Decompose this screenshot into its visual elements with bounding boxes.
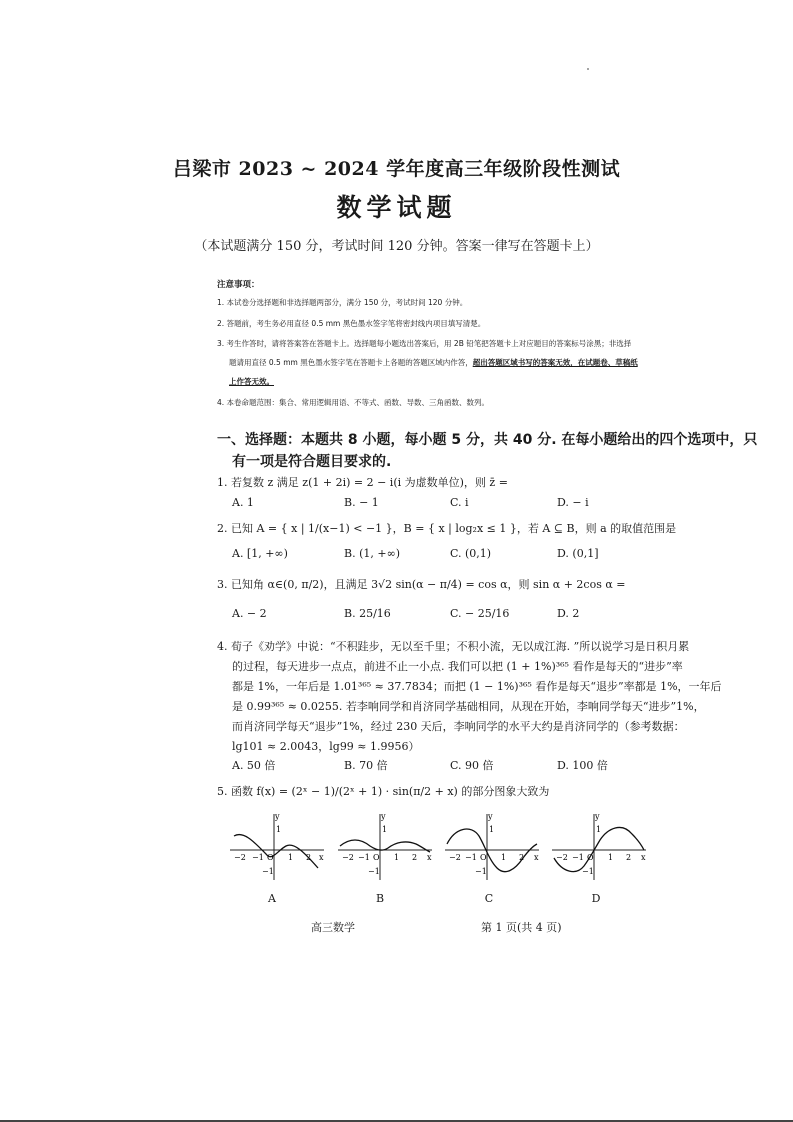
y-label: y [275, 812, 280, 821]
tick-x-1: 1 [501, 853, 507, 862]
tick-x-m2: −2 [449, 853, 461, 862]
tick-x-1: 1 [608, 853, 614, 862]
q3-option-b: B. 25/16 [344, 607, 391, 620]
note-2: 2. 答题前，考生务必用直径 0.5 mm 黑色墨水签字笔将密封线内项目填写清楚。 [217, 319, 486, 328]
section-heading-cont: 有一项是符合题目要求的. [232, 454, 392, 470]
note-3a: 3. 考生作答时，请将答案答在答题卡上。选择题每小题选出答案后，用 2B 铅笔把答题卡上对应题目的答案标号涂黑；非选择 [217, 339, 632, 348]
note-1: 1. 本试卷分选择题和非选择题两部分，满分 150 分，考试时间 120 分钟。 [217, 298, 468, 307]
tick-x-m1: −1 [465, 853, 477, 862]
tick-x-2: 2 [412, 853, 418, 862]
q1-option-c: C. i [450, 496, 469, 509]
exam-subject-title: 数学试题 [336, 193, 457, 222]
tick-x-1: 1 [394, 853, 400, 862]
section-heading: 一、选择题：本题共 8 小题，每小题 5 分，共 40 分. 在每小题给出的四个选项中，只 [217, 432, 758, 448]
tick-x-m2: −2 [342, 853, 354, 862]
footer-page-number: 第 1 页(共 4 页) [481, 921, 562, 934]
notes-heading: 注意事项： [217, 280, 260, 290]
q3-option-c: C. − 25/16 [450, 607, 510, 620]
q3-option-a: A. − 2 [232, 607, 267, 620]
curve-a [234, 835, 318, 868]
graph-d-svg [550, 810, 650, 882]
graph-c-svg [443, 810, 543, 882]
note-3c: 上作答无效。 [229, 377, 274, 386]
scan-speck [587, 68, 589, 70]
graph-d-label: D [591, 892, 601, 905]
note-3b-plain: 题请用直径 0.5 mm 黑色墨水签字笔在答题卡上各题的答题区域内作答， [229, 358, 473, 367]
q4-option-a: A. 50 倍 [232, 759, 276, 772]
tick-x-o: O [267, 853, 274, 862]
tick-y-pos: 1 [489, 825, 495, 834]
tick-y-neg: −1 [582, 867, 594, 876]
graph-c-label: C [484, 892, 494, 905]
graph-option-b [336, 810, 436, 905]
tick-x-m1: −1 [358, 853, 370, 862]
tick-x-m2: −2 [234, 853, 246, 862]
q4-option-c: C. 90 倍 [450, 759, 494, 772]
tick-y-neg: −1 [475, 867, 487, 876]
tick-x-o: O [480, 853, 487, 862]
tick-y-pos: 1 [276, 825, 282, 834]
x-label: x [427, 853, 432, 862]
question-5-stem: 5. 函数 f(x) = (2ˣ − 1)/(2ˣ + 1) · sin(π/2 + x) 的部分图象大致为 [217, 785, 550, 798]
graph-a-label: A [268, 892, 276, 905]
question-4-line-4: 是 0.99³⁶⁵ ≈ 0.0255. 若李响同学和肖济同学基础相同，从现在开始，李响同学每天“进步”1%， [232, 700, 705, 713]
q4-option-d: D. 100 倍 [557, 759, 608, 772]
graph-b-svg [336, 810, 436, 882]
question-4-line-1: 4. 荀子《劝学》中说：“不积跬步，无以至千里；不积小流，无以成江海. ”所以说学习是日积月累 [217, 640, 690, 653]
tick-y-neg: −1 [368, 867, 380, 876]
graph-option-d [550, 810, 650, 905]
question-4-line-3: 都是 1%，一年后是 1.01³⁶⁵ ≈ 37.7834；而把 (1 − 1%)³⁶⁵ 看作是每天“退步”率都是 1%，一年后 [232, 680, 722, 693]
footer-subject: 高三数学 [311, 921, 355, 934]
exam-instructions: （本试题满分 150 分，考试时间 120 分钟。答案一律写在答题卡上） [194, 239, 599, 254]
note-3b-underlined: 超出答题区域书写的答案无效，在试题卷、草稿纸 [472, 358, 638, 367]
question-4-line-2: 的过程，每天进步一点点，前进不止一小点. 我们可以把 (1 + 1%)³⁶⁵ 看作是每天的“进步”率 [232, 660, 683, 673]
tick-y-pos: 1 [596, 825, 602, 834]
tick-x-o: O [373, 853, 380, 862]
q1-option-a: A. 1 [232, 496, 254, 509]
q2-option-a: A. [1, +∞) [232, 547, 288, 560]
y-label: y [595, 812, 600, 821]
tick-x-2: 2 [626, 853, 632, 862]
y-label: y [381, 812, 386, 821]
question-1-stem: 1. 若复数 z 满足 z(1 + 2i) = 2 − i(i 为虚数单位)，则 z̄ = [217, 476, 508, 489]
tick-x-1: 1 [288, 853, 294, 862]
tick-x-2: 2 [306, 853, 312, 862]
q2-option-c: C. (0,1) [450, 547, 492, 560]
q2-option-d: D. (0,1] [557, 547, 599, 560]
x-label: x [319, 853, 324, 862]
tick-y-pos: 1 [382, 825, 388, 834]
tick-x-m2: −2 [556, 853, 568, 862]
y-label: y [488, 812, 493, 821]
graph-option-a [228, 810, 328, 905]
x-label: x [534, 853, 539, 862]
question-4-line-6: lg101 ≈ 2.0043，lg99 ≈ 1.9956） [232, 740, 420, 753]
q4-option-b: B. 70 倍 [344, 759, 388, 772]
note-3b [229, 357, 638, 368]
exam-title: 吕梁市 2023 ~ 2024 学年度高三年级阶段性测试 [172, 158, 621, 180]
question-2-stem: 2. 已知 A = { x | 1/(x−1) < −1 }，B = { x | log₂x ≤ 1 }，若 A ⊆ B，则 a 的取值范围是 [217, 522, 677, 535]
x-label: x [641, 853, 646, 862]
tick-x-m1: −1 [252, 853, 264, 862]
tick-x-m1: −1 [572, 853, 584, 862]
q1-option-b: B. − 1 [344, 496, 379, 509]
tick-x-o: O [587, 853, 594, 862]
question-4-line-5: 而肖济同学每天“退步”1%，经过 230 天后，李响同学的水平大约是肖济同学的（参考数据： [232, 720, 685, 733]
graph-b-label: B [375, 892, 385, 905]
q1-option-d: D. − i [557, 496, 589, 509]
q2-option-b: B. (1, +∞) [344, 547, 401, 560]
question-3-stem: 3. 已知角 α∈(0, π/2)，且满足 3√2 sin(α − π/4) = cos α，则 sin α + 2cos α = [217, 578, 626, 591]
q3-option-d: D. 2 [557, 607, 580, 620]
graph-a-svg [228, 810, 328, 882]
note-4: 4. 本卷命题范围：集合、常用逻辑用语、不等式、函数、导数、三角函数、数列。 [217, 398, 490, 407]
tick-y-neg: −1 [262, 867, 274, 876]
graph-option-c [443, 810, 543, 905]
tick-x-2: 2 [519, 853, 525, 862]
